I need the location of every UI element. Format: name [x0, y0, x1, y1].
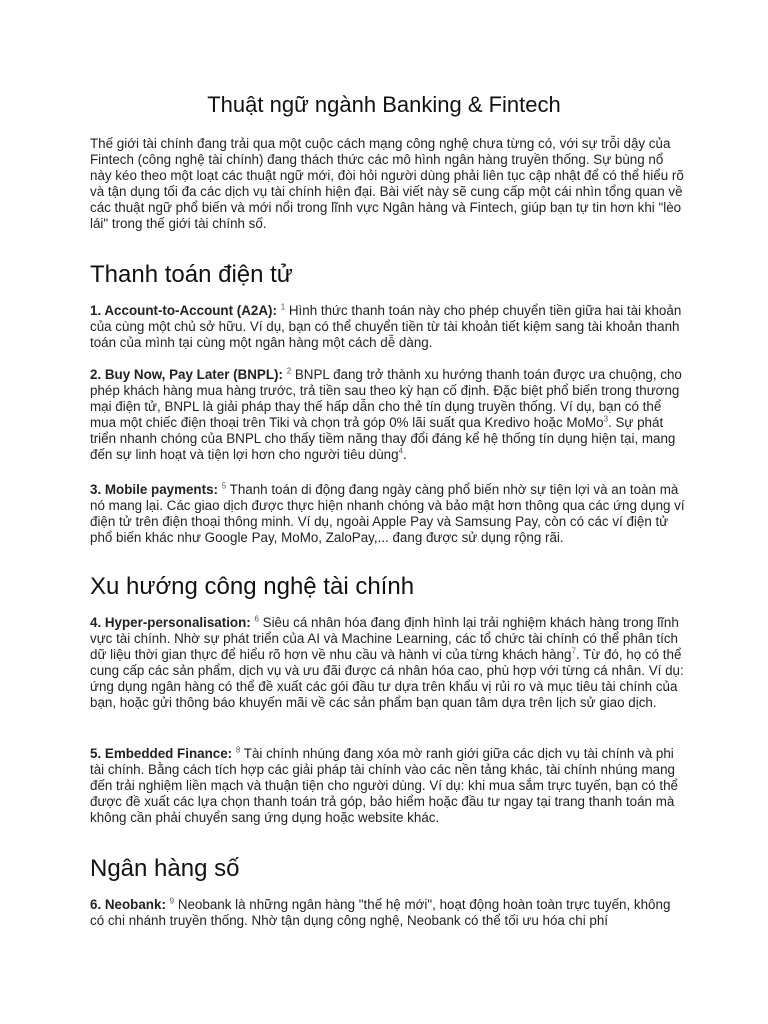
term-paragraph-embedded-finance — [90, 746, 688, 826]
footnote-ref[interactable]: 4 — [398, 446, 404, 456]
intro-paragraph: Thế giới tài chính đang trải qua một cuộc cách mạng công nghệ chưa từng có, với sự trỗi dậy của Fintech (công nghệ tài chính) đang thách thức các mô hình ngân hàng truyền thống. Sự bùng nổ này kéo theo một loạt các thuật ngữ mới, đòi hỏi người dùng phải liên tục cập nhật để có thể hiểu rõ và tận dụng tối đa các dịch vụ tài chính hiện đại. Bài viết này sẽ cung cấp một cái nhìn tổng quan về các thuật ngữ phổ biến và mới nổi trong lĩnh vực Ngân hàng và Fintech, giúp bạn tự tin hơn khi "lèo lái" trong thế giới tài chính số. — [90, 136, 684, 231]
term-paragraph-mobile-payments — [90, 482, 688, 546]
term-description: . Sự phát triển nhanh chóng của BNPL cho thấy tiềm năng thay đổi đáng kể hệ thống tín dụng hiện tại, mang đến sự linh hoạt và tiện lợi hơn cho người tiêu dùng — [90, 415, 676, 462]
term-paragraph-neobank — [90, 897, 688, 929]
term-description: BNPL đang trở thành xu hướng thanh toán được ưa chuộng, cho phép khách hàng mua hàng trước, trả tiền sau theo kỳ hạn cố định. Đặc biệt phổ biến trong thương mại điện tử, BNPL là giải pháp thay thế hấp dẫn cho thẻ tín dụng truyền thống. Ví dụ, bạn có thể mua một chiếc điện thoại trên Tiki và chọn trả góp 0% lãi suất qua Kredivo hoặc MoMo — [90, 367, 682, 430]
footnote-ref[interactable]: 5 — [221, 481, 227, 491]
term-label: 5. Embedded Finance: — [90, 746, 233, 761]
term-paragraph-a2a — [90, 303, 688, 351]
term-paragraph-hyper-personalisation — [90, 615, 688, 711]
term-description: Hình thức thanh toán này cho phép chuyển tiền giữa hai tài khoản của cùng một chủ sở hữu. Ví dụ, bạn có thể chuyển tiền từ tài khoản tiết kiệm sang tài khoản thanh toán của mình tại cùng một ngân hàng một cách dễ dàng. — [90, 303, 682, 350]
footnote-ref[interactable]: 1 — [280, 302, 286, 312]
section-heading-fintech-trends: Xu hướng công nghệ tài chính — [90, 573, 415, 600]
term-label: 4. Hyper-personalisation: — [90, 615, 251, 630]
term-label: 1. Account-to-Account (A2A): — [90, 303, 277, 318]
footnote-ref[interactable]: 3 — [603, 414, 609, 424]
footnote-ref[interactable]: 2 — [286, 366, 292, 376]
term-description: Neobank là những ngân hàng "thế hệ mới", hoạt động hoàn toàn trực tuyến, không có chi nhánh truyền thống. Nhờ tận dụng công nghệ, Neobank có thể tối ưu hóa chi phí — [90, 897, 671, 928]
term-label: 6. Neobank: — [90, 897, 166, 912]
section-heading-electronic-payments: Thanh toán điện tử — [90, 261, 293, 288]
term-description: . Từ đó, họ có thể cung cấp các sản phẩm, dịch vụ và ưu đãi được cá nhân hóa cao, phù hợp với từng cá nhân. Ví dụ: ứng dụng ngân hàng có thể đề xuất các gói đầu tư dựa trên khẩu vị rủi ro và mục tiêu tài chính của bạn, hoặc gửi thông báo khuyến mãi về các sản phẩm bạn quan tâm dựa trên lịch sử giao dịch. — [90, 647, 684, 710]
footnote-ref[interactable]: 9 — [169, 896, 175, 906]
term-label: 2. Buy Now, Pay Later (BNPL): — [90, 367, 283, 382]
term-description: Thanh toán di động đang ngày càng phổ biến nhờ sự tiện lợi và an toàn mà nó mang lại. Các giao dịch được thực hiện nhanh chóng và bảo mật hơn thông qua các ứng dụng ví điện tử trên điện thoại thông minh. Ví dụ, ngoài Apple Pay và Samsung Pay, còn có các ví điện tử phổ biến khác như Google Pay, MoMo, ZaloPay,... đang được sử dụng rộng rãi. — [90, 482, 685, 545]
footnote-ref[interactable]: 6 — [254, 614, 259, 624]
term-label: 3. Mobile payments: — [90, 482, 218, 497]
document-title: Thuật ngữ ngành Banking & Fintech — [207, 92, 561, 117]
term-description: Tài chính nhúng đang xóa mờ ranh giới giữa các dịch vụ tài chính và phi tài chính. Bằng cách tích hợp các giải pháp tài chính vào các nền tảng khác, tài chính nhúng mang đến trải nghiệm liền mạch và thuận tiện cho người dùng. Ví dụ: khi mua sắm trực tuyến, bạn có thể được đề xuất các lựa chọn thanh toán trả góp, bảo hiểm hoặc đầu tư ngay tại trang thanh toán mà không cần phải chuyển sang ứng dụng hoặc website khác. — [90, 746, 678, 825]
footnote-ref[interactable]: 7 — [571, 646, 576, 656]
section-heading-digital-banking: Ngân hàng số — [90, 855, 240, 882]
term-description: Siêu cá nhân hóa đang định hình lại trải nghiệm khách hàng trong lĩnh vực tài chính. Nhờ sự phát triển của AI và Machine Learning, các tổ chức tài chính có thể phân tích dữ liệu thời gian thực để hiểu rõ hơn về nhu cầu và hành vi của từng khách hàng — [90, 615, 679, 662]
term-paragraph-bnpl — [90, 367, 688, 463]
footnote-ref[interactable]: 8 — [235, 745, 241, 755]
term-description: . — [403, 447, 407, 462]
